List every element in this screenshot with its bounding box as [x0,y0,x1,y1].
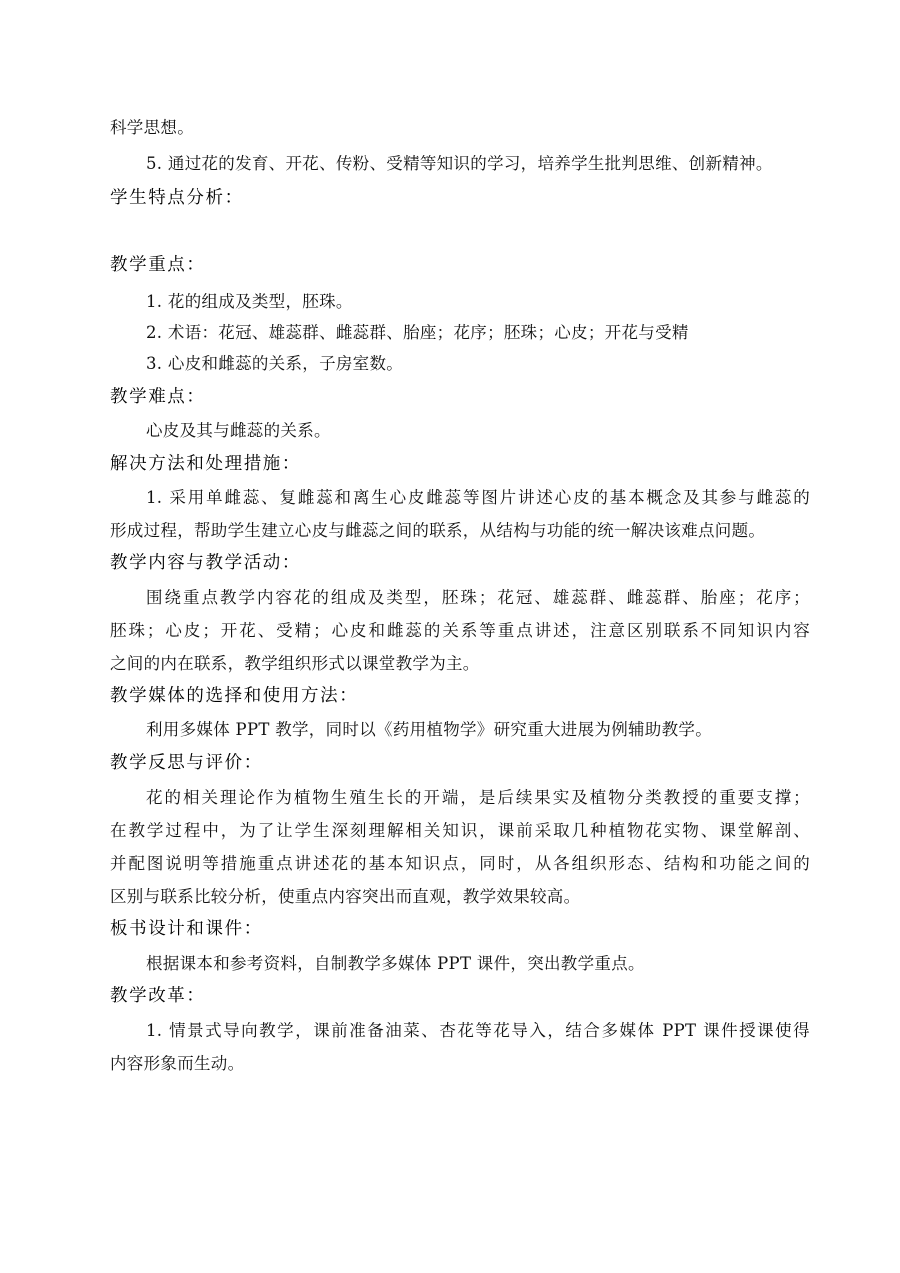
section-heading-student-analysis: 学生特点分析： [110,188,244,208]
reflection-line: 在教学过程中，为了让学生深刻理解相关知识，课前采取几种植物花实物、课堂解剖、 [110,821,810,840]
section-heading-key-points: 教学重点： [110,255,206,275]
solution-line: 1. 采用单雌蕊、复雌蕊和离生心皮雌蕊等图片讲述心皮的基本概念及其参与雌蕊的 [146,488,810,507]
difficulty-text: 心皮及其与雌蕊的关系。 [146,421,331,440]
content-line: 之间的内在联系，教学组织形式以课堂教学为主。 [110,654,480,673]
section-heading-content-activities: 教学内容与教学活动： [110,553,301,573]
content-line: 胚珠；心皮；开花、受精；心皮和雌蕊的关系等重点讲述，注意区别联系不同知识内容 [110,621,810,640]
key-point-item: 1. 花的组成及类型，胚珠。 [146,292,353,311]
section-heading-media: 教学媒体的选择和使用方法： [110,686,359,706]
reflection-line: 花的相关理论作为植物生殖生长的开端，是后续果实及植物分类教授的重要支撑； [146,788,810,807]
objective-item-5: 5. 通过花的发育、开花、传粉、受精等知识的学习，培养学生批判思维、创新精神。 [146,154,773,173]
board-design-text: 根据课本和参考资料，自制教学多媒体 PPT 课件，突出教学重点。 [146,954,645,973]
reform-line: 内容形象而生动。 [110,1054,245,1073]
reflection-line: 并配图说明等措施重点讲述花的基本知识点，同时，从各组织形态、结构和功能之间的 [110,854,810,873]
reflection-line: 区别与联系比较分析，使重点内容突出而直观，教学效果较高。 [110,887,581,906]
solution-line: 形成过程，帮助学生建立心皮与雌蕊之间的联系，从结构与功能的统一解决该难点问题。 [110,521,766,540]
text-line: 科学思想。 [110,118,194,137]
reform-line: 1. 情景式导向教学，课前准备油菜、杏花等花导入，结合多媒体 PPT 课件授课使得 [146,1021,810,1040]
key-point-item: 2. 术语：花冠、雄蕊群、雌蕊群、胎座；花序；胚珠；心皮；开花与受精 [146,323,689,342]
section-heading-reflection: 教学反思与评价： [110,753,263,773]
section-heading-solutions: 解决方法和处理措施： [110,454,301,474]
content-line: 围绕重点教学内容花的组成及类型，胚珠；花冠、雄蕊群、雌蕊群、胎座；花序； [146,588,810,607]
section-heading-difficulties: 教学难点： [110,387,206,407]
media-text: 利用多媒体 PPT 教学，同时以《药用植物学》研究重大进展为例辅助教学。 [146,720,712,739]
section-heading-reform: 教学改革： [110,986,206,1006]
key-point-item: 3. 心皮和雌蕊的关系，子房室数。 [146,354,404,373]
section-heading-board-design: 板书设计和课件： [110,919,263,939]
